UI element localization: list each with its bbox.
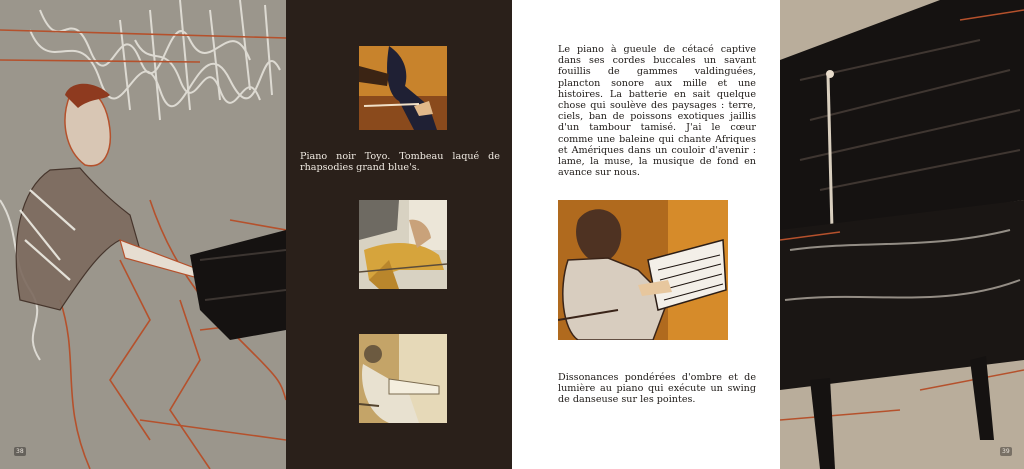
- main-paragraph: Le piano à gueule de cétacé captive dans ses cordes buccales un savant fouillis de gammes valdinguées, plancton sonore aux mille et une histoires. La batterie en sait quelque chose qui soulève des paysages : terre, ciels, ban de poissons exotiques jaillis d'un tambour tamisé. J'ai le cœur comme une baleine qui chante Afriques et Amériques dans un couloir d'avenir : lame, la muse, la musique de fond en avance sur nous.: [558, 44, 756, 179]
- grand-piano-sketch-illustration: [780, 0, 1024, 469]
- pianist-sketch-illustration: [0, 0, 286, 469]
- pianist-sketch-drawing: [0, 0, 286, 469]
- thumbnail-seated-player: [359, 200, 447, 289]
- pianist-watercolor-illustration: [558, 200, 728, 340]
- dissonance-caption: Dissonances pondérées d'ombre et de lumière au piano qui exécute un swing de danseuse sur les pointes.: [558, 372, 756, 406]
- page-number-left: 38: [16, 448, 24, 455]
- piano-caption: Piano noir Toyo. Tombeau laqué de rhapsodies grand blue's.: [300, 151, 500, 174]
- thumbnail-pianist-in-light: [359, 334, 447, 423]
- thumbnail-piano-hands: [359, 46, 447, 130]
- page-number-right: 39: [1002, 448, 1010, 455]
- grand-piano-drawing: [780, 0, 1024, 469]
